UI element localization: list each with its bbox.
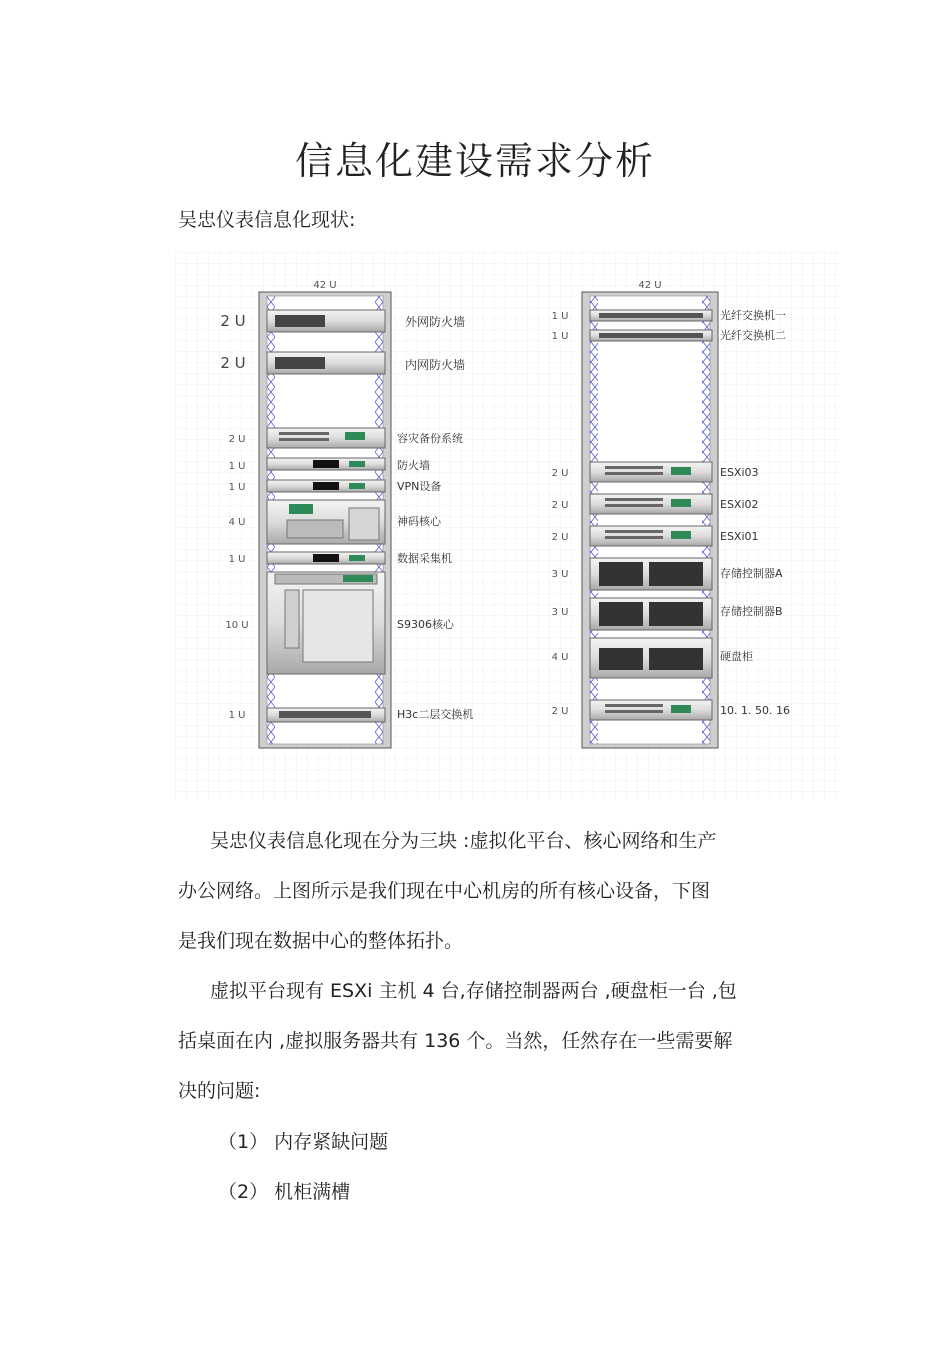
device-label: S9306核心: [397, 618, 454, 631]
device-label: 存储控制器B: [720, 605, 783, 618]
device-units: 3 U: [551, 607, 569, 618]
left-rack-capacity: 42 U: [313, 280, 337, 291]
paragraph-line: 办公网络。上图所示是我们现在中心机房的所有核心设备，下图: [178, 880, 711, 902]
paragraph-line: 吴忠仪表信息化现在分为三块 :虚拟化平台、核心网络和生产: [210, 830, 717, 852]
device-units: 2 U: [551, 532, 569, 543]
device-units: 2 U: [551, 706, 569, 717]
device-label: 光纤交换机一: [720, 309, 786, 322]
paragraph-overview: [178, 816, 818, 966]
device-units: 2 U: [220, 312, 246, 330]
device-units: 4 U: [551, 652, 569, 663]
list-number: （2）: [218, 1181, 269, 1203]
device-label: 硬盘柜: [720, 650, 753, 663]
device-units: 2 U: [228, 434, 246, 445]
paragraph-line: 是我们现在数据中心的整体拓扑。: [178, 930, 464, 952]
device-label: 光纤交换机二: [720, 329, 786, 342]
list-item: [218, 1127, 388, 1154]
device-units: 10 U: [225, 620, 249, 631]
paragraph-line: 括桌面在内 ,虚拟服务器共有 136 个。当然，任然存在一些需要解: [178, 1030, 733, 1052]
device-label: 内网防火墙: [405, 358, 466, 372]
device-units: 1 U: [228, 461, 246, 472]
right-rack-capacity: 42 U: [638, 280, 662, 291]
device-label: ESXi03: [720, 466, 759, 479]
device-label: ESXi01: [720, 530, 759, 543]
paragraph-line: 决的问题:: [178, 1080, 261, 1102]
device-units: 2 U: [220, 354, 246, 372]
device-units: 1 U: [551, 311, 569, 322]
paragraph-line: 虚拟平台现有 ESXi 主机 4 台,存储控制器两台 ,硬盘柜一台 ,包: [210, 980, 737, 1002]
device-units: 1 U: [228, 482, 246, 493]
device-label: 外网防火墙: [405, 315, 466, 329]
device-units: 1 U: [228, 710, 246, 721]
section-subtitle: 吴忠仪表信息化现状:: [178, 209, 356, 231]
device-label: H3c二层交换机: [397, 708, 474, 721]
list-item: [218, 1177, 350, 1204]
device-label: 神码核心: [397, 515, 441, 528]
list-text: 机柜满槽: [274, 1181, 351, 1203]
device-units: 4 U: [228, 517, 246, 528]
device-label: ESXi02: [720, 498, 759, 511]
device-units: 3 U: [551, 569, 569, 580]
page-title: 信息化建设需求分析: [294, 139, 655, 183]
device-units: 1 U: [551, 331, 569, 342]
device-label: 存储控制器A: [720, 567, 783, 580]
list-number: （1）: [218, 1131, 269, 1153]
device-label: 容灾备份系统: [397, 432, 463, 445]
rack-diagram: [175, 252, 840, 800]
device-label: 防火墙: [397, 459, 430, 472]
paragraph-virtual-platform: [178, 966, 818, 1116]
device-label: 10. 1. 50. 16: [720, 704, 790, 717]
device-units: 2 U: [551, 468, 569, 479]
device-units: 1 U: [228, 554, 246, 565]
device-units: 2 U: [551, 500, 569, 511]
list-text: 内存紧缺问题: [274, 1131, 389, 1153]
device-label: 数据采集机: [397, 552, 452, 565]
device-label: VPN设备: [397, 480, 442, 493]
